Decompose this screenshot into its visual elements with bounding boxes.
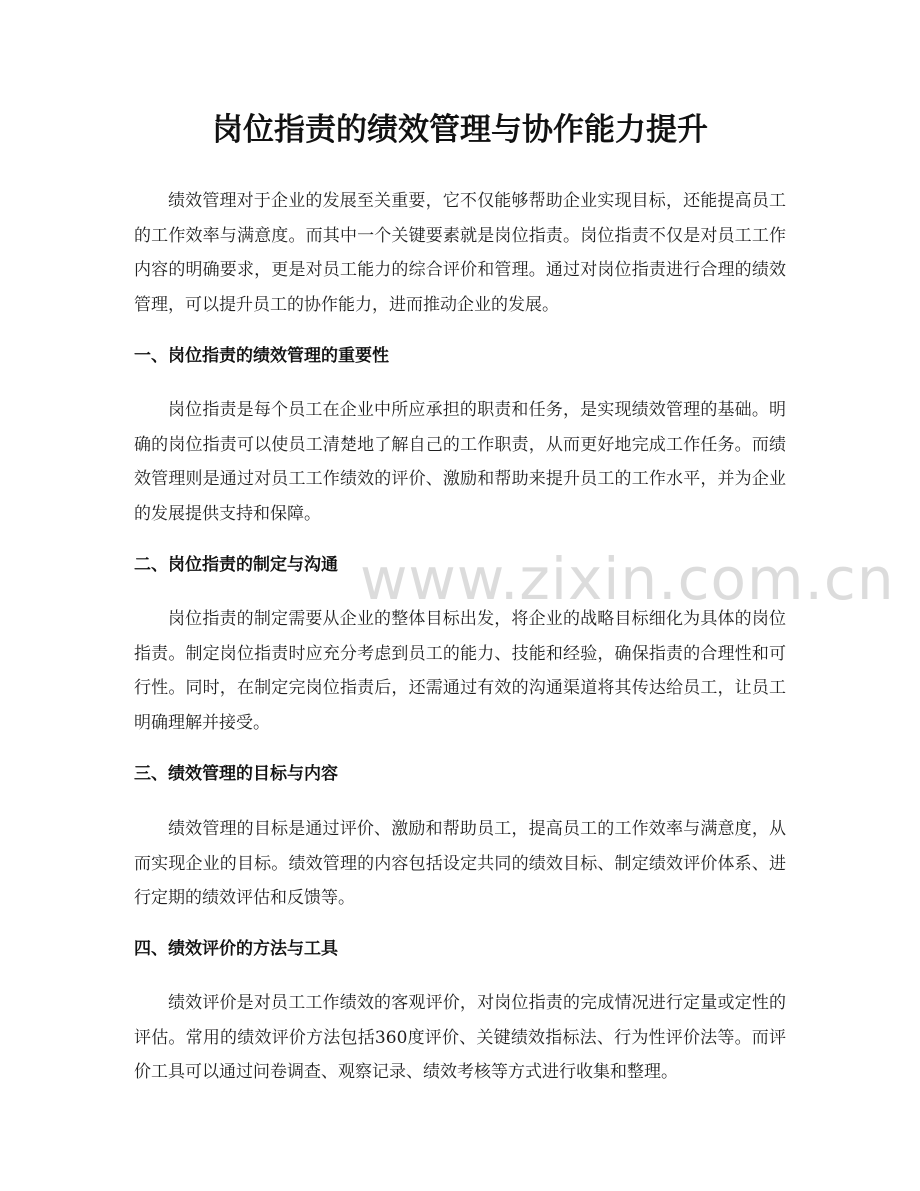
section-1-paragraph: 岗位指责是每个员工在企业中所应承担的职责和任务，是实现绩效管理的基础。明确的岗位指责可以使员工清楚地了解自己的工作职责，从而更好地完成工作任务。而绩效管理则是通过对员工工作绩效的评价、激励和帮助来提升员工的工作水平，并为企业的发展提供支持和保障。 — [134, 400, 786, 524]
document-title: 岗位指责的绩效管理与协作能力提升 — [212, 112, 708, 148]
section-2-heading: 二、岗位指责的制定与沟通 — [134, 555, 338, 575]
watermark: www.zixin.com.cn — [360, 545, 895, 613]
section-4-paragraph: 绩效评价是对员工工作绩效的客观评价，对岗位指责的完成情况进行定量或定性的评估。常用的绩效评价方法包括360度评价、关键绩效指标法、行为性评价法等。而评价工具可以通过问卷调查、观察记录、绩效考核等方式进行收集和整理。 — [134, 993, 786, 1082]
section-2-paragraph: 岗位指责的制定需要从企业的整体目标出发，将企业的战略目标细化为具体的岗位指责。制定岗位指责时应充分考虑到员工的能力、技能和经验，确保指责的合理性和可行性。同时，在制定完岗位指责后，还需通过有效的沟通渠道将其传达给员工，让员工明确理解并接受。 — [134, 609, 786, 733]
intro-paragraph: 绩效管理对于企业的发展至关重要，它不仅能够帮助企业实现目标，还能提高员工的工作效率与满意度。而其中一个关键要素就是岗位指责。岗位指责不仅是对员工工作内容的明确要求，更是对员工能力的综合评价和管理。通过对岗位指责进行合理的绩效管理，可以提升员工的协作能力，进而推动企业的发展。 — [134, 191, 786, 315]
section-1-heading: 一、岗位指责的绩效管理的重要性 — [134, 346, 389, 366]
section-4-heading: 四、绩效评价的方法与工具 — [134, 939, 338, 959]
section-3-paragraph: 绩效管理的目标是通过评价、激励和帮助员工，提高员工的工作效率与满意度，从而实现企业的目标。绩效管理的内容包括设定共同的绩效目标、制定绩效评价体系、进行定期的绩效评估和反馈等。 — [134, 819, 786, 908]
section-3-heading: 三、绩效管理的目标与内容 — [134, 764, 338, 784]
